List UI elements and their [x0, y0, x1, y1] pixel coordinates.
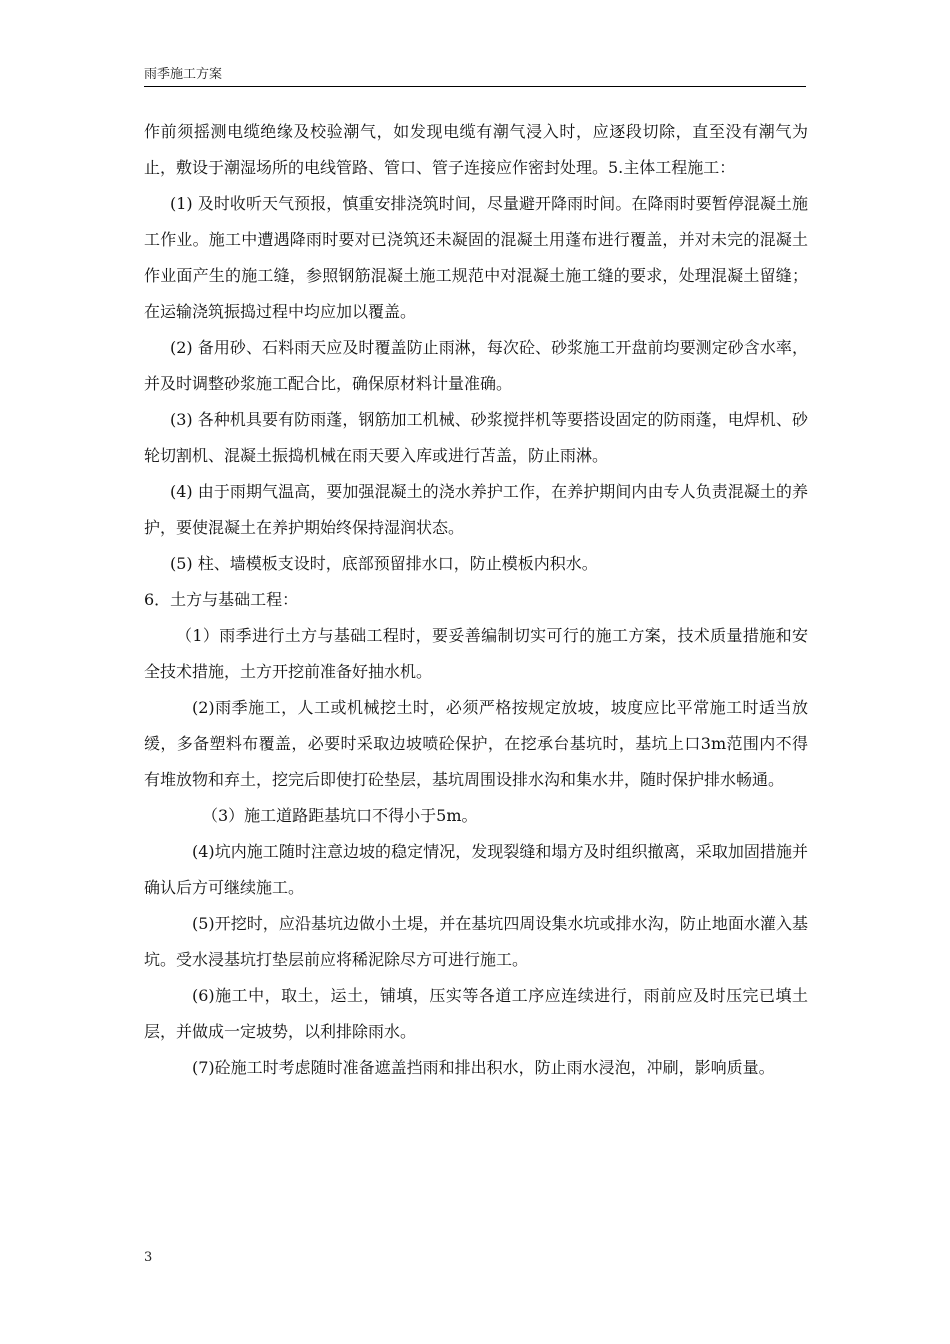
page-number: 3: [144, 1250, 153, 1265]
main-item-1: (1) 及时收听天气预报，慎重安排浇筑时间，尽量避开降雨时间。在降雨时要暂停混凝土施工作业。施工中遭遇降雨时要对已浇筑还未凝固的混凝土用蓬布进行覆盖，并对未完的混凝土作业面产生的施工缝，参照钢筋混凝土施工规范中对混凝土施工缝的要求，处理混凝土留缝；在运输浇筑振捣过程中均应加以覆盖。: [144, 194, 808, 321]
page-header: [144, 64, 806, 87]
intro-paragraph: 作前须摇测电缆绝缘及校验潮气，如发现电缆有潮气浸入时，应逐段切除，直至没有潮气为止，敷设于潮湿场所的电线管路、管口、管子连接应作密封处理。5.主体工程施工：: [144, 122, 808, 177]
main-item-4: (4) 由于雨期气温高，要加强混凝土的浇水养护工作，在养护期间内由专人负责混凝土的养护，要使混凝土在养护期始终保持湿润状态。: [144, 482, 808, 537]
section-6-item-6: (6)施工中，取土，运土，铺填，压实等各道工序应连续进行，雨前应及时压完已填土层，并做成一定坡势，以利排除雨水。: [144, 986, 808, 1041]
section-6-heading: 6．土方与基础工程：: [144, 590, 299, 609]
main-item-2: (2) 备用砂、石料雨天应及时覆盖防止雨淋，每次砼、砂浆施工开盘前均要测定砂含水率，并及时调整砂浆施工配合比，确保原材料计量准确。: [144, 338, 808, 393]
section-6-item-2: (2)雨季施工，人工或机械挖土时，必须严格按规定放坡，坡度应比平常施工时适当放缓，多备塑料布覆盖，必要时采取边坡喷砼保护，在挖承台基坑时，基坑上口3m范围内不得有堆放物和弃土，挖完后即使打砼垫层，基坑周围设排水沟和集水井，随时保护排水畅通。: [144, 698, 808, 789]
section-6-item-3: （3）施工道路距基坑口不得小于5m。: [202, 806, 478, 825]
document-body: [144, 114, 808, 1086]
section-6-item-1: （1）雨季进行土方与基础工程时，要妥善编制切实可行的施工方案，技术质量措施和安全技术措施，土方开挖前准备好抽水机。: [144, 626, 808, 681]
header-title: 雨季施工方案: [144, 67, 223, 82]
main-item-5: (5) 柱、墙模板支设时，底部预留排水口，防止模板内积水。: [170, 554, 598, 573]
section-6-item-7: (7)砼施工时考虑随时准备遮盖挡雨和排出积水，防止雨水浸泡，冲刷，影响质量。: [192, 1058, 775, 1077]
main-item-3: (3) 各种机具要有防雨蓬，钢筋加工机械、砂浆搅拌机等要搭设固定的防雨蓬，电焊机、砂轮切割机、混凝土振捣机械在雨天要入库或进行苫盖，防止雨淋。: [144, 410, 808, 465]
section-6-item-5: (5)开挖时，应沿基坑边做小土堤，并在基坑四周设集水坑或排水沟，防止地面水灌入基坑。受水浸基坑打垫层前应将稀泥除尽方可进行施工。: [144, 914, 808, 969]
section-6-item-4: (4)坑内施工随时注意边坡的稳定情况，发现裂缝和塌方及时组织撤离，采取加固措施并确认后方可继续施工。: [144, 842, 808, 897]
